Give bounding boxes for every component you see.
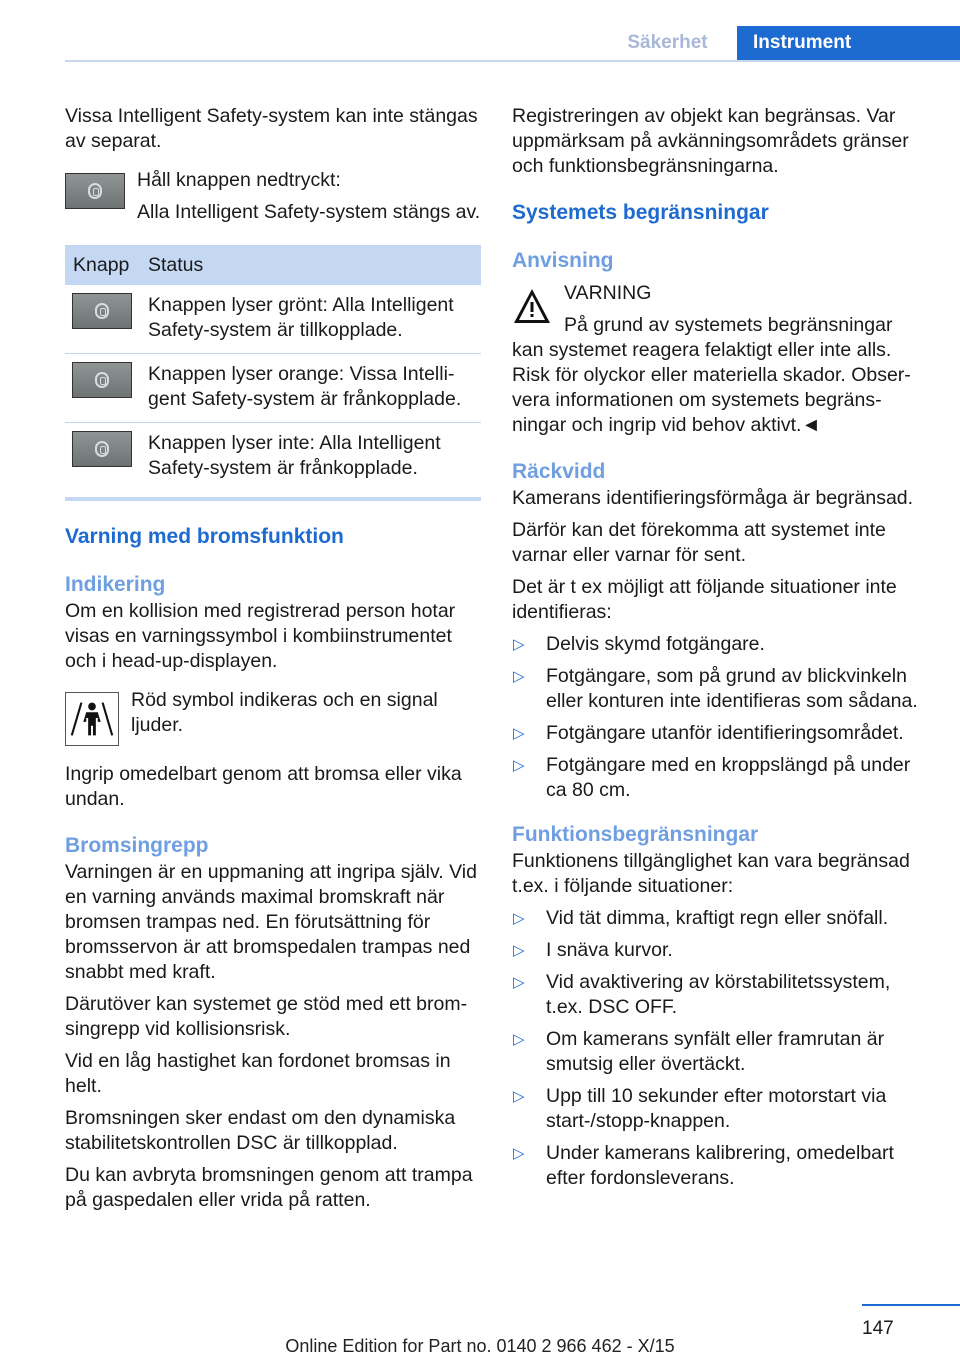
broms-text-4: Bromsningen sker endast om den dynamiska stabilitetskontrollen DSC är tillkopplad. — [65, 1107, 456, 1154]
warning-label: VARNING — [564, 282, 652, 304]
tab-sakerhet[interactable]: Säkerhet — [627, 32, 708, 53]
warning-triangle-icon — [512, 287, 552, 325]
bullet-triangle-icon: ▷ — [513, 757, 525, 774]
header-rule — [65, 60, 960, 62]
table-header-button: Knapp — [65, 245, 140, 285]
table-cell-status: Knappen lyser orange: Vissa Intelli-gent Safety-system är frånkopplade. — [140, 354, 481, 423]
intro-text: Vissa Intelligent Safety-system kan inte stängas av separat. — [65, 105, 478, 152]
funk-text: Funktionens tillgänglighet kan vara begränsad t.ex. i följande situationer: — [512, 850, 910, 897]
list-item: ▷ I snäva kurvor. — [513, 939, 673, 961]
list-item: ▷ Delvis skymd fotgängare. — [513, 633, 765, 655]
list-item: ▷ Fotgängare utanför identifieringsområdet. — [513, 722, 904, 744]
bullet-triangle-icon: ▷ — [513, 668, 525, 685]
bullet-triangle-icon: ▷ — [513, 1145, 525, 1162]
tab-instrument[interactable]: Instrument — [737, 26, 960, 60]
page-number: 147 — [862, 1318, 894, 1339]
table-cell-status: Knappen lyser grönt: Alla Intelligent Safety-system är tillkopplade. — [140, 285, 481, 354]
left-column — [65, 104, 481, 1220]
hold-text-1: Håll knappen nedtryckt: — [137, 169, 341, 191]
bullet-triangle-icon: ▷ — [513, 725, 525, 742]
rackvidd-text-1: Kamerans identifieringsförmåga är begränsad. — [512, 487, 914, 509]
heading-anvisning: Anvisning — [512, 249, 614, 272]
bullet-triangle-icon: ▷ — [513, 974, 525, 991]
table-cell-status: Knappen lyser inte: Alla Intelligent Safety-system är frånkopplade. — [148, 432, 441, 479]
rackvidd-text-2: Därför kan det förekomma att systemet inte varnar eller varnar för sent. — [512, 519, 886, 566]
indikering-text: Om en kollision med registrerad person hotar visas en varningssymbol i kombiinstrumentet och i head-up-displayen. — [65, 600, 456, 672]
ingrip-text: Ingrip omedelbart genom att bromsa eller vika undan. — [65, 763, 462, 810]
symbol-block — [65, 688, 481, 750]
section-title-begransningar: Systemets begränsningar — [512, 201, 769, 224]
rackvidd-text-3: Det är t ex möjligt att följande situationer inte identifieras: — [512, 576, 897, 623]
footer-rule — [862, 1304, 960, 1306]
list-item: ▷ Vid avaktivering av körstabilitetssystem, t.ex. DSC OFF. — [513, 971, 891, 1018]
bullet-triangle-icon: ▷ — [513, 942, 525, 959]
table-row — [65, 285, 481, 354]
heading-rackvidd: Räckvidd — [512, 460, 606, 483]
registrering-text: Registreringen av objekt kan begränsas. Var uppmärksam på avkänningsområdets gränser och funktionsbegränsningarna. — [512, 105, 909, 177]
pedestrian-warning-icon — [65, 692, 119, 746]
footer-edition: Online Edition for Part no. 0140 2 966 462 - X/15 — [285, 1336, 675, 1356]
broms-text-2: Därutöver kan systemet ge stöd med ett brom-singrepp vid kollisionsrisk. — [65, 993, 468, 1040]
broms-text-1: Varningen är en uppmaning att ingripa själv. Vid en varning används maximal bromskraft när bromsen trampas ned. En förutsättning för bromsservon är att bromspedalen trampas ned snabbt med kraft. — [65, 861, 477, 983]
rackvidd-list — [512, 632, 928, 803]
button-orange-icon — [72, 362, 132, 398]
bullet-triangle-icon: ▷ — [513, 1031, 525, 1048]
bullet-triangle-icon: ▷ — [513, 910, 525, 927]
table-row — [65, 354, 481, 423]
list-item: ▷ Upp till 10 sekunder efter motorstart via start-/stopp-knappen. — [513, 1085, 887, 1132]
status-table — [65, 245, 481, 491]
symbol-text: Röd symbol indikeras och en signal ljuder. — [131, 689, 438, 736]
bullet-triangle-icon: ▷ — [513, 1088, 525, 1105]
hold-button-block — [65, 168, 481, 225]
list-item: ▷ Fotgängare, som på grund av blickvinkeln eller konturen inte identifieras som sådana. — [513, 665, 918, 712]
table-header-status: Status — [140, 245, 481, 285]
list-item: ▷ Vid tät dimma, kraftigt regn eller snöfall. — [513, 907, 889, 929]
button-off-icon — [72, 431, 132, 467]
right-column — [512, 104, 928, 1198]
list-item: ▷ Under kamerans kalibrering, omedelbart efter fordonsleverans. — [513, 1142, 894, 1189]
warning-block — [512, 281, 928, 438]
section-title-varning: Varning med bromsfunktion — [65, 525, 344, 548]
list-item: ▷ Om kamerans synfält eller framrutan är smutsig eller övertäckt. — [513, 1028, 885, 1075]
list-item: ▷ Fotgängare med en kroppslängd på under ca 80 cm. — [513, 754, 911, 801]
heading-indikering: Indikering — [65, 573, 166, 596]
hold-text-2: Alla Intelligent Safety-system stängs av. — [137, 201, 481, 223]
table-row — [65, 423, 481, 492]
table-bottom-rule — [65, 497, 481, 501]
heading-bromsingrepp: Bromsingrepp — [65, 834, 209, 857]
heading-funktionsbegransningar: Funktionsbegränsningar — [512, 823, 759, 846]
button-green-icon — [72, 293, 132, 329]
intelligent-safety-button-icon — [65, 173, 125, 209]
bullet-triangle-icon: ▷ — [513, 636, 525, 653]
broms-text-3: Vid en låg hastighet kan fordonet bromsas in helt. — [65, 1050, 451, 1097]
funk-list — [512, 906, 928, 1191]
broms-text-5: Du kan avbryta bromsningen genom att trampa på gaspedalen eller vrida på ratten. — [65, 1164, 473, 1211]
warning-text: På grund av systemets begränsningar kan systemet reagera felaktigt eller inte alls. Risk för olyckor eller materiella skador. Obser-vera informationen om systemets begräns-ningar och ingrip vid behov aktivt.◄ — [512, 314, 911, 436]
